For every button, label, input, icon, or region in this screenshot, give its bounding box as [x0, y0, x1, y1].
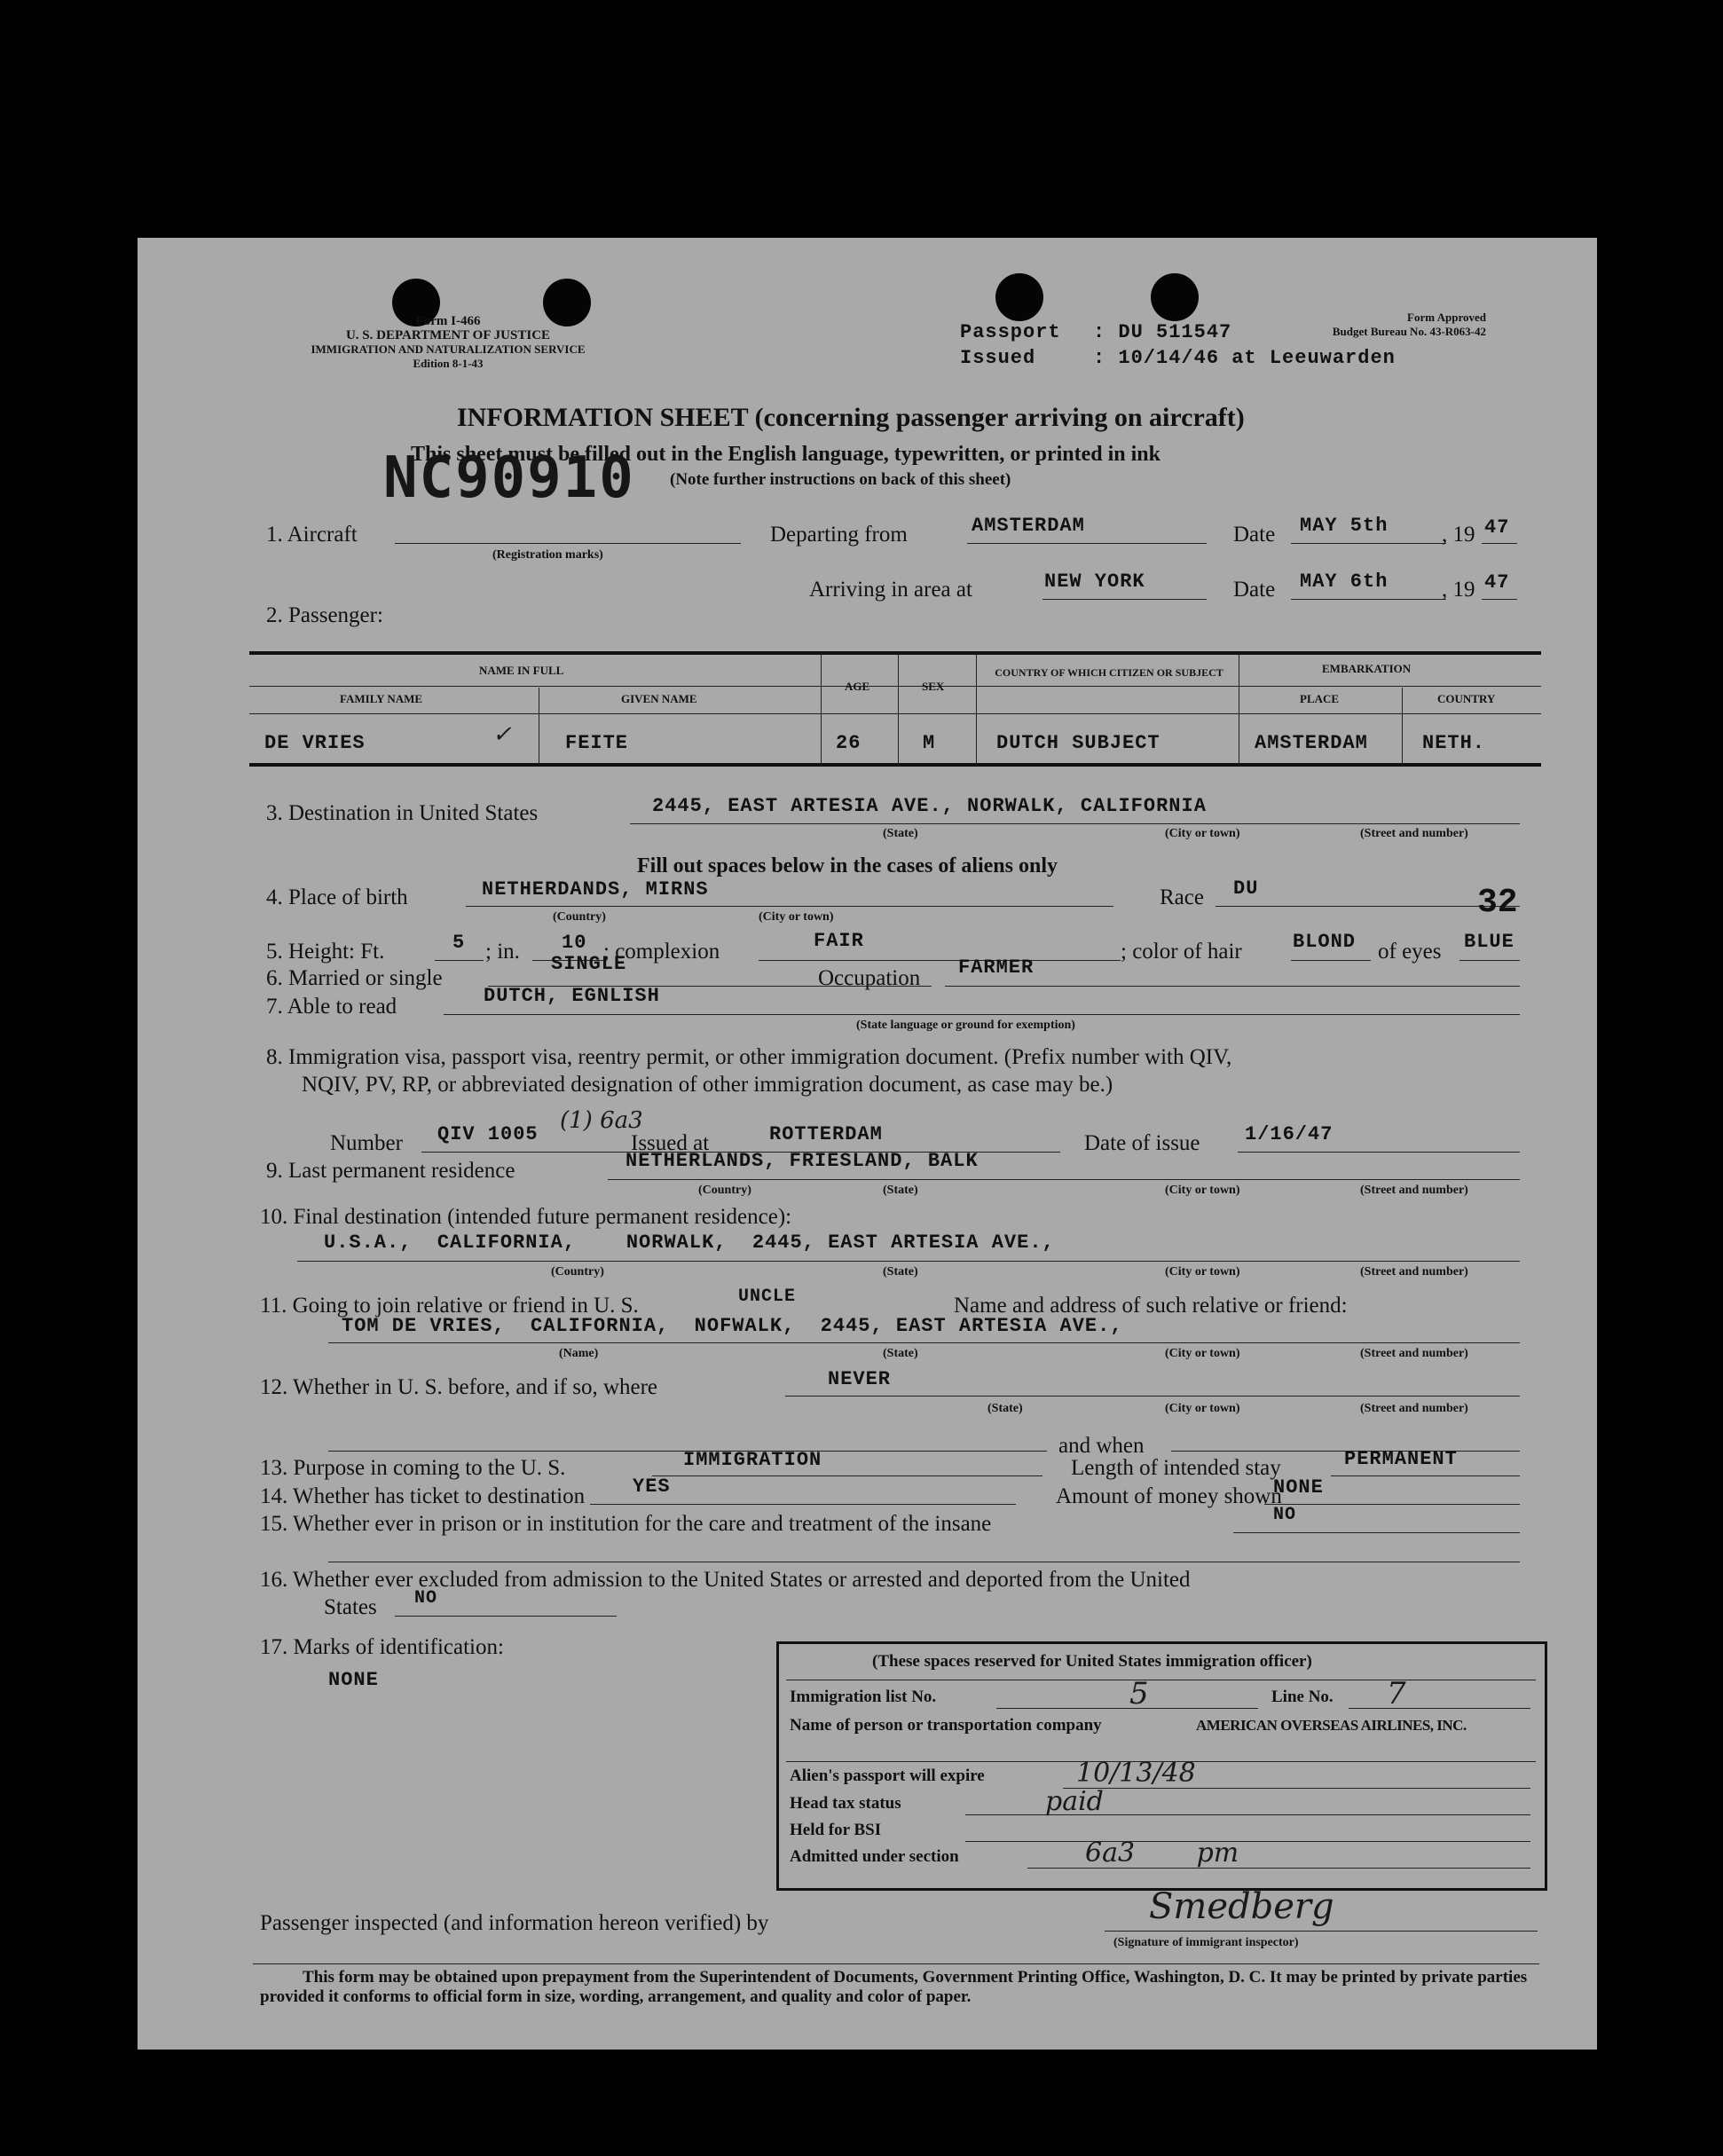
- margin-note: 32: [1477, 884, 1518, 922]
- birth-label: 4. Place of birth: [266, 885, 408, 909]
- service-name: IMMIGRATION AND NATURALIZATION SERVICE: [311, 342, 586, 356]
- country-caption: (Country): [698, 1184, 751, 1197]
- eyes-label: of eyes: [1378, 940, 1442, 964]
- city-caption: (City or town): [1165, 1347, 1240, 1360]
- read-value: DUTCH, EGNLISH: [484, 985, 660, 1007]
- form-sheet: [138, 238, 1597, 2050]
- eyes-value: BLUE: [1464, 931, 1515, 953]
- street-caption: (Street and number): [1360, 1347, 1468, 1360]
- inspected-label: Passenger inspected (and information hereon verified) by: [260, 1911, 769, 1935]
- signature-caption: (Signature of immigrant inspector): [1113, 1936, 1299, 1949]
- age-value: 26: [836, 732, 862, 754]
- purpose-value: IMMIGRATION: [683, 1449, 822, 1471]
- section-label: Admitted under section: [790, 1847, 959, 1866]
- year-prefix: , 19: [1442, 523, 1475, 547]
- check-mark: ✓: [492, 721, 512, 748]
- destination-value: 2445, EAST ARTESIA AVE., NORWALK, CALIFORNIA: [652, 795, 1207, 817]
- last-residence-value: NETHERLANDS, FRIESLAND, BALK: [625, 1150, 979, 1172]
- state-caption: (State): [883, 1184, 918, 1197]
- list-number-label: Immigration list No.: [790, 1688, 937, 1706]
- visa-issued-value: ROTTERDAM: [769, 1123, 883, 1145]
- prison-label: 15. Whether ever in prison or in institution for the care and treatment of the insane: [260, 1512, 992, 1536]
- height-feet-value: 5: [452, 932, 466, 954]
- company-label: Name of person or transportation company: [790, 1716, 1102, 1735]
- hair-label: ; color of hair: [1121, 940, 1242, 964]
- section-value: 6a3 pm: [1085, 1837, 1239, 1869]
- state-caption: (State): [883, 827, 918, 840]
- race-value: DU: [1233, 877, 1259, 900]
- officer-header: (These spaces reserved for United States immigration officer): [872, 1652, 1312, 1671]
- country-header: COUNTRY: [1437, 692, 1496, 705]
- citizenship-header: COUNTRY OF WHICH CITIZEN OR SUBJECT: [995, 666, 1223, 679]
- list-number-value: 5: [1129, 1676, 1149, 1711]
- embarkation-header: EMBARKATION: [1322, 662, 1412, 675]
- inches-label: ; in.: [485, 940, 520, 964]
- purpose-label: 13. Purpose in coming to the U. S.: [260, 1456, 566, 1480]
- departure-date-value: MAY 5th: [1300, 515, 1389, 537]
- street-caption: (Street and number): [1360, 827, 1468, 840]
- place-header: PLACE: [1300, 692, 1340, 705]
- line-number-label: Line No.: [1271, 1688, 1334, 1706]
- punch-hole: [1151, 273, 1199, 321]
- visa-date-value: 1/16/47: [1245, 1123, 1334, 1145]
- line-number-value: 7: [1387, 1676, 1406, 1711]
- visa-number-label: Number: [330, 1131, 403, 1155]
- edition: Edition 8-1-43: [413, 357, 484, 370]
- city-caption: (City or town): [1165, 1265, 1240, 1279]
- aircraft-label: 1. Aircraft: [266, 523, 358, 547]
- department-header: [311, 314, 586, 371]
- stay-value: PERMANENT: [1344, 1448, 1458, 1470]
- arriving-value: NEW YORK: [1044, 570, 1145, 593]
- street-caption: (Street and number): [1360, 1184, 1468, 1197]
- budget-number: Budget Bureau No. 43-R063-42: [1332, 325, 1486, 338]
- state-caption: (State): [883, 1265, 918, 1279]
- approval-block: [1318, 311, 1486, 339]
- instruction-note: (Note further instructions on back of this sheet): [670, 470, 1011, 489]
- officer-box: [776, 1641, 1547, 1891]
- head-tax-value: paid: [1045, 1786, 1104, 1817]
- issued-label: Issued: [960, 347, 1036, 369]
- arrival-date-value: MAY 6th: [1300, 570, 1389, 593]
- read-label: 7. Able to read: [266, 995, 397, 1019]
- read-caption: (State language or ground for exemption): [856, 1019, 1075, 1032]
- city-caption: (City or town): [1165, 1402, 1240, 1415]
- state-caption: (State): [883, 1347, 918, 1360]
- stamp-number: NC90910: [383, 445, 635, 511]
- height-label: 5. Height: Ft.: [266, 940, 385, 964]
- prison-value: NO: [1273, 1505, 1297, 1525]
- marks-value: NONE: [328, 1669, 379, 1691]
- visa-date-label: Date of issue: [1084, 1131, 1200, 1155]
- visa-number-value: QIV 1005: [437, 1123, 539, 1145]
- excluded-value: NO: [414, 1588, 438, 1609]
- name-in-full-header: NAME IN FULL: [479, 664, 564, 677]
- height-inches-value: 10: [562, 932, 587, 954]
- issued-value: 10/14/46 at Leeuwarden: [1118, 347, 1396, 369]
- stay-label: Length of intended stay: [1071, 1456, 1281, 1480]
- bsi-label: Held for BSI: [790, 1821, 882, 1839]
- passenger-label: 2. Passenger:: [266, 603, 383, 627]
- city-caption: (City or town): [1165, 1184, 1240, 1197]
- company-value: AMERICAN OVERSEAS AIRLINES, INC.: [1196, 1717, 1467, 1734]
- relative-label: 11. Going to join relative or friend in U. S.: [260, 1294, 639, 1318]
- page-title: INFORMATION SHEET (concerning passenger arriving on aircraft): [457, 403, 1245, 432]
- expire-value: 10/13/48: [1076, 1758, 1196, 1789]
- departing-value: AMSTERDAM: [972, 515, 1085, 537]
- sex-header: SEX: [922, 680, 945, 693]
- arriving-label: Arriving in area at: [809, 578, 972, 602]
- family-name-header: FAMILY NAME: [340, 692, 423, 705]
- city-caption: (City or town): [759, 910, 834, 924]
- relative-name-label: Name and address of such relative or friend:: [954, 1294, 1348, 1318]
- occupation-value: FARMER: [958, 956, 1035, 979]
- last-residence-label: 9. Last permanent residence: [266, 1159, 515, 1183]
- marks-label: 17. Marks of identification:: [260, 1635, 504, 1659]
- given-name-header: GIVEN NAME: [621, 692, 697, 705]
- destination-label: 3. Destination in United States: [266, 801, 539, 825]
- occupation-label: Occupation: [818, 966, 921, 990]
- hair-value: BLOND: [1293, 931, 1357, 953]
- footer-note: This form may be obtained upon prepayment from the Superintendent of Documents, Government Printing Office, Washington, D. C. It may be printed by private parties provided it conforms to official form in size, wording, arrangement, and quality and color of paper.: [260, 1968, 1528, 2006]
- expire-label: Alien's passport will expire: [790, 1767, 985, 1785]
- when-label: and when: [1058, 1434, 1145, 1458]
- street-caption: (Street and number): [1360, 1265, 1468, 1279]
- race-label: Race: [1160, 885, 1204, 909]
- inspector-signature: Smedberg: [1149, 1886, 1334, 1927]
- passport-block: Passport : DU 511547 Issued : 10/14/46 at Leeuwarden: [960, 321, 1396, 369]
- final-destination-value: U.S.A., CALIFORNIA, NORWALK, 2445, EAST ARTESIA AVE.,: [324, 1231, 1055, 1254]
- passport-value: DU 511547: [1118, 321, 1232, 343]
- country-caption: (Country): [553, 910, 606, 924]
- date-label: Date: [1233, 523, 1276, 547]
- punch-hole: [995, 273, 1043, 321]
- embarkation-place-value: AMSTERDAM: [1255, 732, 1368, 754]
- married-label: 6. Married or single: [266, 966, 443, 990]
- money-label: Amount of money shown: [1056, 1484, 1282, 1508]
- department-name: U. S. DEPARTMENT OF JUSTICE: [345, 328, 551, 342]
- departure-year-value: 47: [1484, 516, 1510, 539]
- complexion-value: FAIR: [814, 930, 864, 952]
- city-caption: (City or town): [1165, 827, 1240, 840]
- embarkation-country-value: NETH.: [1422, 732, 1486, 754]
- visa-label-line1: 8. Immigration visa, passport visa, reentry permit, or other immigration document. (Prefix number with QIV,: [266, 1045, 1232, 1069]
- aliens-note: Fill out spaces below in the cases of aliens only: [637, 854, 1058, 877]
- complexion-label: ; complexion: [603, 940, 720, 964]
- name-caption: (Name): [559, 1347, 599, 1360]
- ticket-value: YES: [633, 1475, 671, 1498]
- money-value: NONE: [1273, 1476, 1324, 1499]
- sex-value: M: [923, 732, 936, 754]
- year-prefix: , 19: [1442, 578, 1475, 602]
- state-caption: (State): [987, 1402, 1023, 1415]
- departing-label: Departing from: [770, 523, 908, 547]
- instruction-line: This sheet must be filled out in the English language, typewritten, or printed in ink: [411, 443, 1160, 466]
- excluded-label: 16. Whether ever excluded from admission to the United States or arrested and deported from the United: [260, 1568, 1191, 1592]
- relative-value: TOM DE VRIES, CALIFORNIA, NOFWALK, 2445, EAST ARTESIA AVE.,: [342, 1315, 1123, 1337]
- handwritten-note: (1) 6a3: [560, 1107, 643, 1134]
- form-approved: Form Approved: [1407, 311, 1486, 324]
- relation-value: UNCLE: [738, 1287, 797, 1307]
- head-tax-label: Head tax status: [790, 1794, 901, 1813]
- passport-label: Passport: [960, 321, 1061, 343]
- age-header: AGE: [845, 680, 870, 693]
- form-number: Form I-466: [415, 314, 481, 328]
- street-caption: (Street and number): [1360, 1402, 1468, 1415]
- arrival-year-value: 47: [1484, 571, 1510, 594]
- given-name-value: FEITE: [565, 732, 629, 754]
- birth-value: NETHERDANDS, MIRNS: [482, 878, 709, 901]
- country-caption: (Country): [551, 1265, 604, 1279]
- before-label: 12. Whether in U. S. before, and if so, where: [260, 1375, 658, 1399]
- citizenship-value: DUTCH SUBJECT: [996, 732, 1160, 754]
- visa-label-line2: NQIV, PV, RP, or abbreviated designation of other immigration document, as case may be.): [302, 1073, 1113, 1097]
- married-value: SINGLE: [551, 953, 627, 975]
- date-label: Date: [1233, 578, 1276, 602]
- before-value: NEVER: [828, 1368, 892, 1390]
- excluded-label-line2: States: [324, 1595, 377, 1619]
- visa-issued-label: Issued at: [631, 1131, 710, 1155]
- ticket-label: 14. Whether has ticket to destination: [260, 1484, 586, 1508]
- final-destination-label: 10. Final destination (intended future permanent residence):: [260, 1205, 792, 1229]
- registration-caption: (Registration marks): [492, 548, 603, 562]
- family-name-value: DE VRIES: [264, 732, 366, 754]
